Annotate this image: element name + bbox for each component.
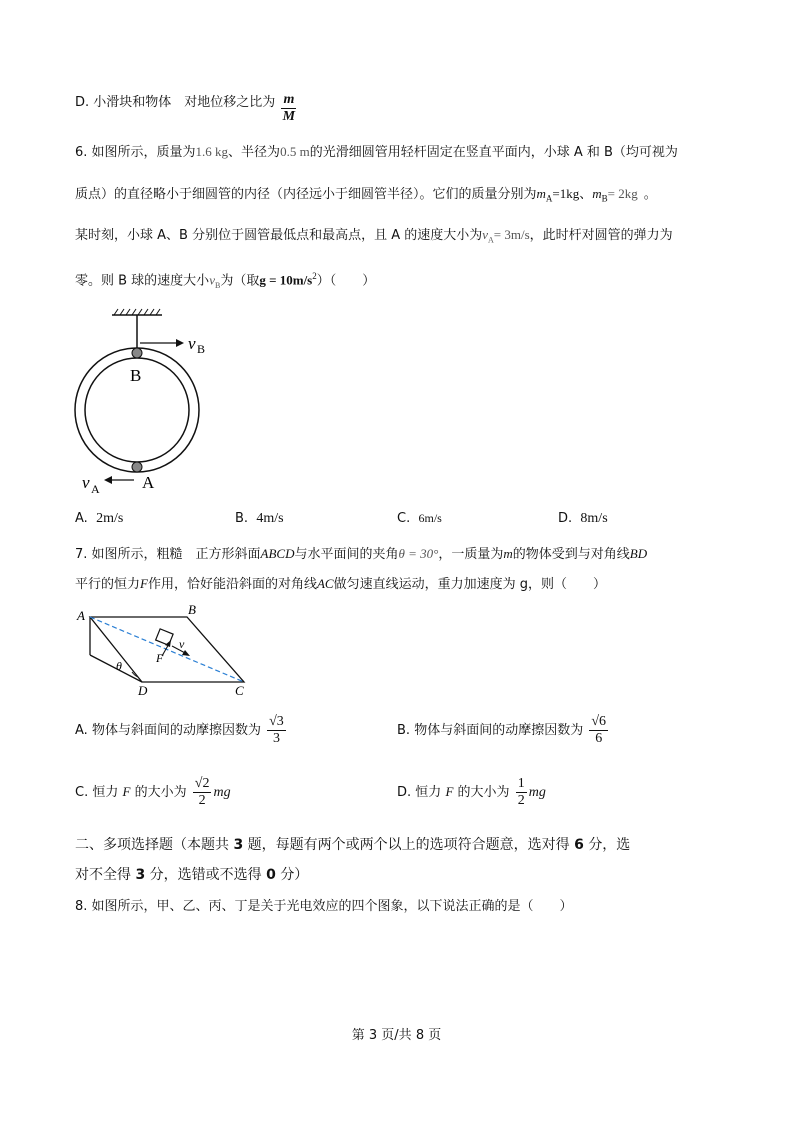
q7-text: 做匀速直线运动，重力加速度为 g，则（ ） [333, 577, 606, 592]
q7-text: 作用，恰好能沿斜面的对角线 [147, 577, 317, 592]
q6-option-d [558, 511, 608, 527]
fraction-numerator: √6 [591, 714, 607, 729]
q5-option-d-fraction [281, 92, 296, 125]
q7-text: 7. 如图所示，粗糙 正方形斜面 [75, 547, 261, 562]
section-text: 分，选错或不选得 [149, 867, 262, 883]
option-tail: mg [528, 785, 546, 800]
option-value: 8m/s [580, 511, 608, 526]
q7-text: 与水平面间的夹角 [294, 547, 399, 562]
q6-text: 、半径为 [228, 145, 281, 160]
q6-option-c [397, 511, 442, 526]
q6-text: 6. 如图所示，质量为 [75, 145, 196, 160]
section-text: 对不全得 [75, 867, 131, 883]
option-label: D. [397, 785, 412, 800]
option-text: 物体与斜面间的动摩擦因数为 [91, 723, 261, 738]
option-label: D. [558, 511, 573, 526]
fraction-numerator: 1 [517, 776, 525, 791]
q7-abcd: ABCD [260, 546, 295, 561]
option-text: 的大小为 [134, 785, 187, 800]
arrow-vb-head [176, 339, 184, 347]
q6-text: 质点）的直径略小于细圆管的内径（内径远小于细圆管半径）。它们的质量分别为 [75, 187, 537, 202]
section-number: 3 [233, 837, 244, 853]
page-footer: 第 3 页/共 8 页 [351, 1028, 442, 1043]
q6-g-sup: 2 [312, 271, 317, 281]
label-theta: θ [116, 659, 122, 673]
q6-text: ）（ ） [316, 273, 376, 289]
q6-text: 为（取 [220, 273, 260, 289]
q7-text: 平行的恒力 [75, 577, 141, 592]
q6-line-4 [75, 267, 375, 295]
label-b: B [130, 366, 142, 385]
q7-force: F [140, 576, 148, 591]
option-fraction [267, 714, 286, 747]
option-label: C. [75, 785, 89, 800]
fraction-numerator: √3 [269, 714, 284, 729]
option-force: F [122, 784, 131, 799]
section-text: 分） [280, 867, 309, 883]
section-number: 3 [135, 867, 146, 883]
q6-mass-a-sub: A [545, 193, 553, 204]
q7-option-c [75, 776, 231, 809]
option-label: A. [75, 723, 88, 738]
q6-text: 、 [579, 187, 593, 202]
q6-mass-a-value: =1kg [552, 186, 580, 201]
q7-ac: AC [316, 576, 334, 591]
ball-a [132, 462, 142, 472]
q6-text: 的光滑细圆管用轻杆固定在竖直平面内，小球 A 和 B（均可视为 [309, 145, 678, 160]
fraction-denominator: 2 [517, 793, 525, 808]
option-fraction [589, 714, 608, 747]
q6-line-3 [75, 226, 673, 250]
section-2-heading-line-2 [75, 865, 308, 885]
ball-b [132, 348, 142, 358]
section-number: 6 [574, 837, 584, 853]
label-va-sub: A [91, 482, 100, 496]
q5-option-d-label: D. [75, 95, 90, 110]
q6-option-b [235, 511, 284, 527]
q6-text: 某时刻，小球 A、B 分别位于圆管最低点和最高点，且 A 的速度大小为 [75, 228, 483, 243]
option-fraction [516, 776, 527, 809]
q6-text: 。 [643, 187, 657, 202]
ceiling-hatch [112, 309, 162, 315]
q5-option-d-text: 小滑块和物体 对地位移之比为 [93, 95, 276, 110]
q7-text: 的物体受到与对角线 [512, 547, 630, 562]
q6-line-1 [75, 143, 678, 162]
option-label: B. [235, 511, 249, 526]
q7-option-b [397, 714, 610, 747]
q6-g-value: g = 10m/s [259, 272, 313, 288]
q8-stem: 8. 如图所示，甲、乙、丙、丁是关于光电效应的四个图象，以下说法正确的是（ ） [75, 899, 573, 914]
q6-ring-figure [70, 305, 240, 500]
label-vb-sub: B [197, 342, 206, 356]
label-a: A [142, 473, 155, 492]
q7-theta: θ = 30° [398, 546, 439, 561]
label-b: B [188, 602, 196, 617]
q6-vb-sub: B [214, 280, 221, 290]
q7-option-a [75, 714, 288, 747]
option-fraction [193, 776, 212, 809]
q6-mass: 1.6 kg [195, 144, 229, 159]
label-a: A [77, 608, 85, 623]
option-label: C. [397, 511, 411, 526]
option-text: 物体与斜面间的动摩擦因数为 [414, 723, 584, 738]
q6-mass-b-sub: B [601, 193, 608, 204]
arrow-va-head [104, 476, 112, 484]
q6-va-sub: A [488, 235, 494, 245]
label-f: F [156, 651, 164, 665]
fraction-denominator: 3 [272, 731, 280, 746]
section-text: 题，每题有两个或两个以上的选项符合题意，选对得 [247, 837, 570, 853]
section-text: 二、多项选择题（本题共 [75, 837, 229, 853]
q6-va-symbol: v [482, 227, 489, 242]
section-text: 分，选 [588, 837, 631, 853]
q6-mass-b-value: = 2kg [607, 186, 638, 201]
fraction-denominator: M [282, 109, 296, 124]
q7-mass: m [503, 546, 513, 561]
q7-text: ，一质量为 [438, 547, 504, 562]
q6-text: ，此时杆对圆管的弹力为 [529, 228, 673, 243]
option-tail: mg [213, 785, 231, 800]
option-force: F [445, 784, 454, 799]
section-number: 0 [266, 867, 276, 883]
q7-incline-figure [72, 600, 257, 700]
option-value: 6m/s [418, 511, 442, 525]
q5-option-d [75, 92, 298, 125]
label-v: v [179, 637, 185, 651]
label-d: D [138, 683, 148, 698]
fraction-denominator: 6 [595, 731, 603, 746]
option-text: 的大小为 [457, 785, 510, 800]
label-c: C [235, 683, 244, 698]
fraction-denominator: 2 [198, 793, 206, 808]
option-value: 4m/s [256, 511, 284, 526]
option-value: 2m/s [96, 511, 124, 526]
q7-option-d [397, 776, 546, 809]
fraction-numerator: m [283, 92, 295, 107]
option-label: A. [75, 511, 88, 526]
q7-line-1 [75, 545, 647, 564]
q7-bd: BD [629, 546, 648, 561]
q7-line-2 [75, 575, 606, 594]
label-vb: v [188, 334, 196, 353]
q6-line-2 [75, 185, 657, 208]
q6-text: 零。则 B 球的速度大小 [75, 273, 210, 289]
label-va: v [82, 473, 90, 492]
q6-vb-symbol: v [209, 272, 215, 288]
option-text: 恒力 [415, 785, 442, 800]
q6-mass-a-symbol: m [536, 186, 546, 201]
q6-va-value: = 3m/s [493, 227, 530, 242]
fraction-numerator: √2 [194, 776, 210, 791]
option-label: B. [397, 723, 411, 738]
option-text: 恒力 [92, 785, 119, 800]
q6-mass-b-symbol: m [592, 186, 602, 201]
section-2-heading-line-1 [75, 835, 630, 855]
diagonal-ac [90, 617, 244, 682]
q6-option-a [75, 511, 123, 527]
q6-radius: 0.5 m [280, 144, 310, 159]
